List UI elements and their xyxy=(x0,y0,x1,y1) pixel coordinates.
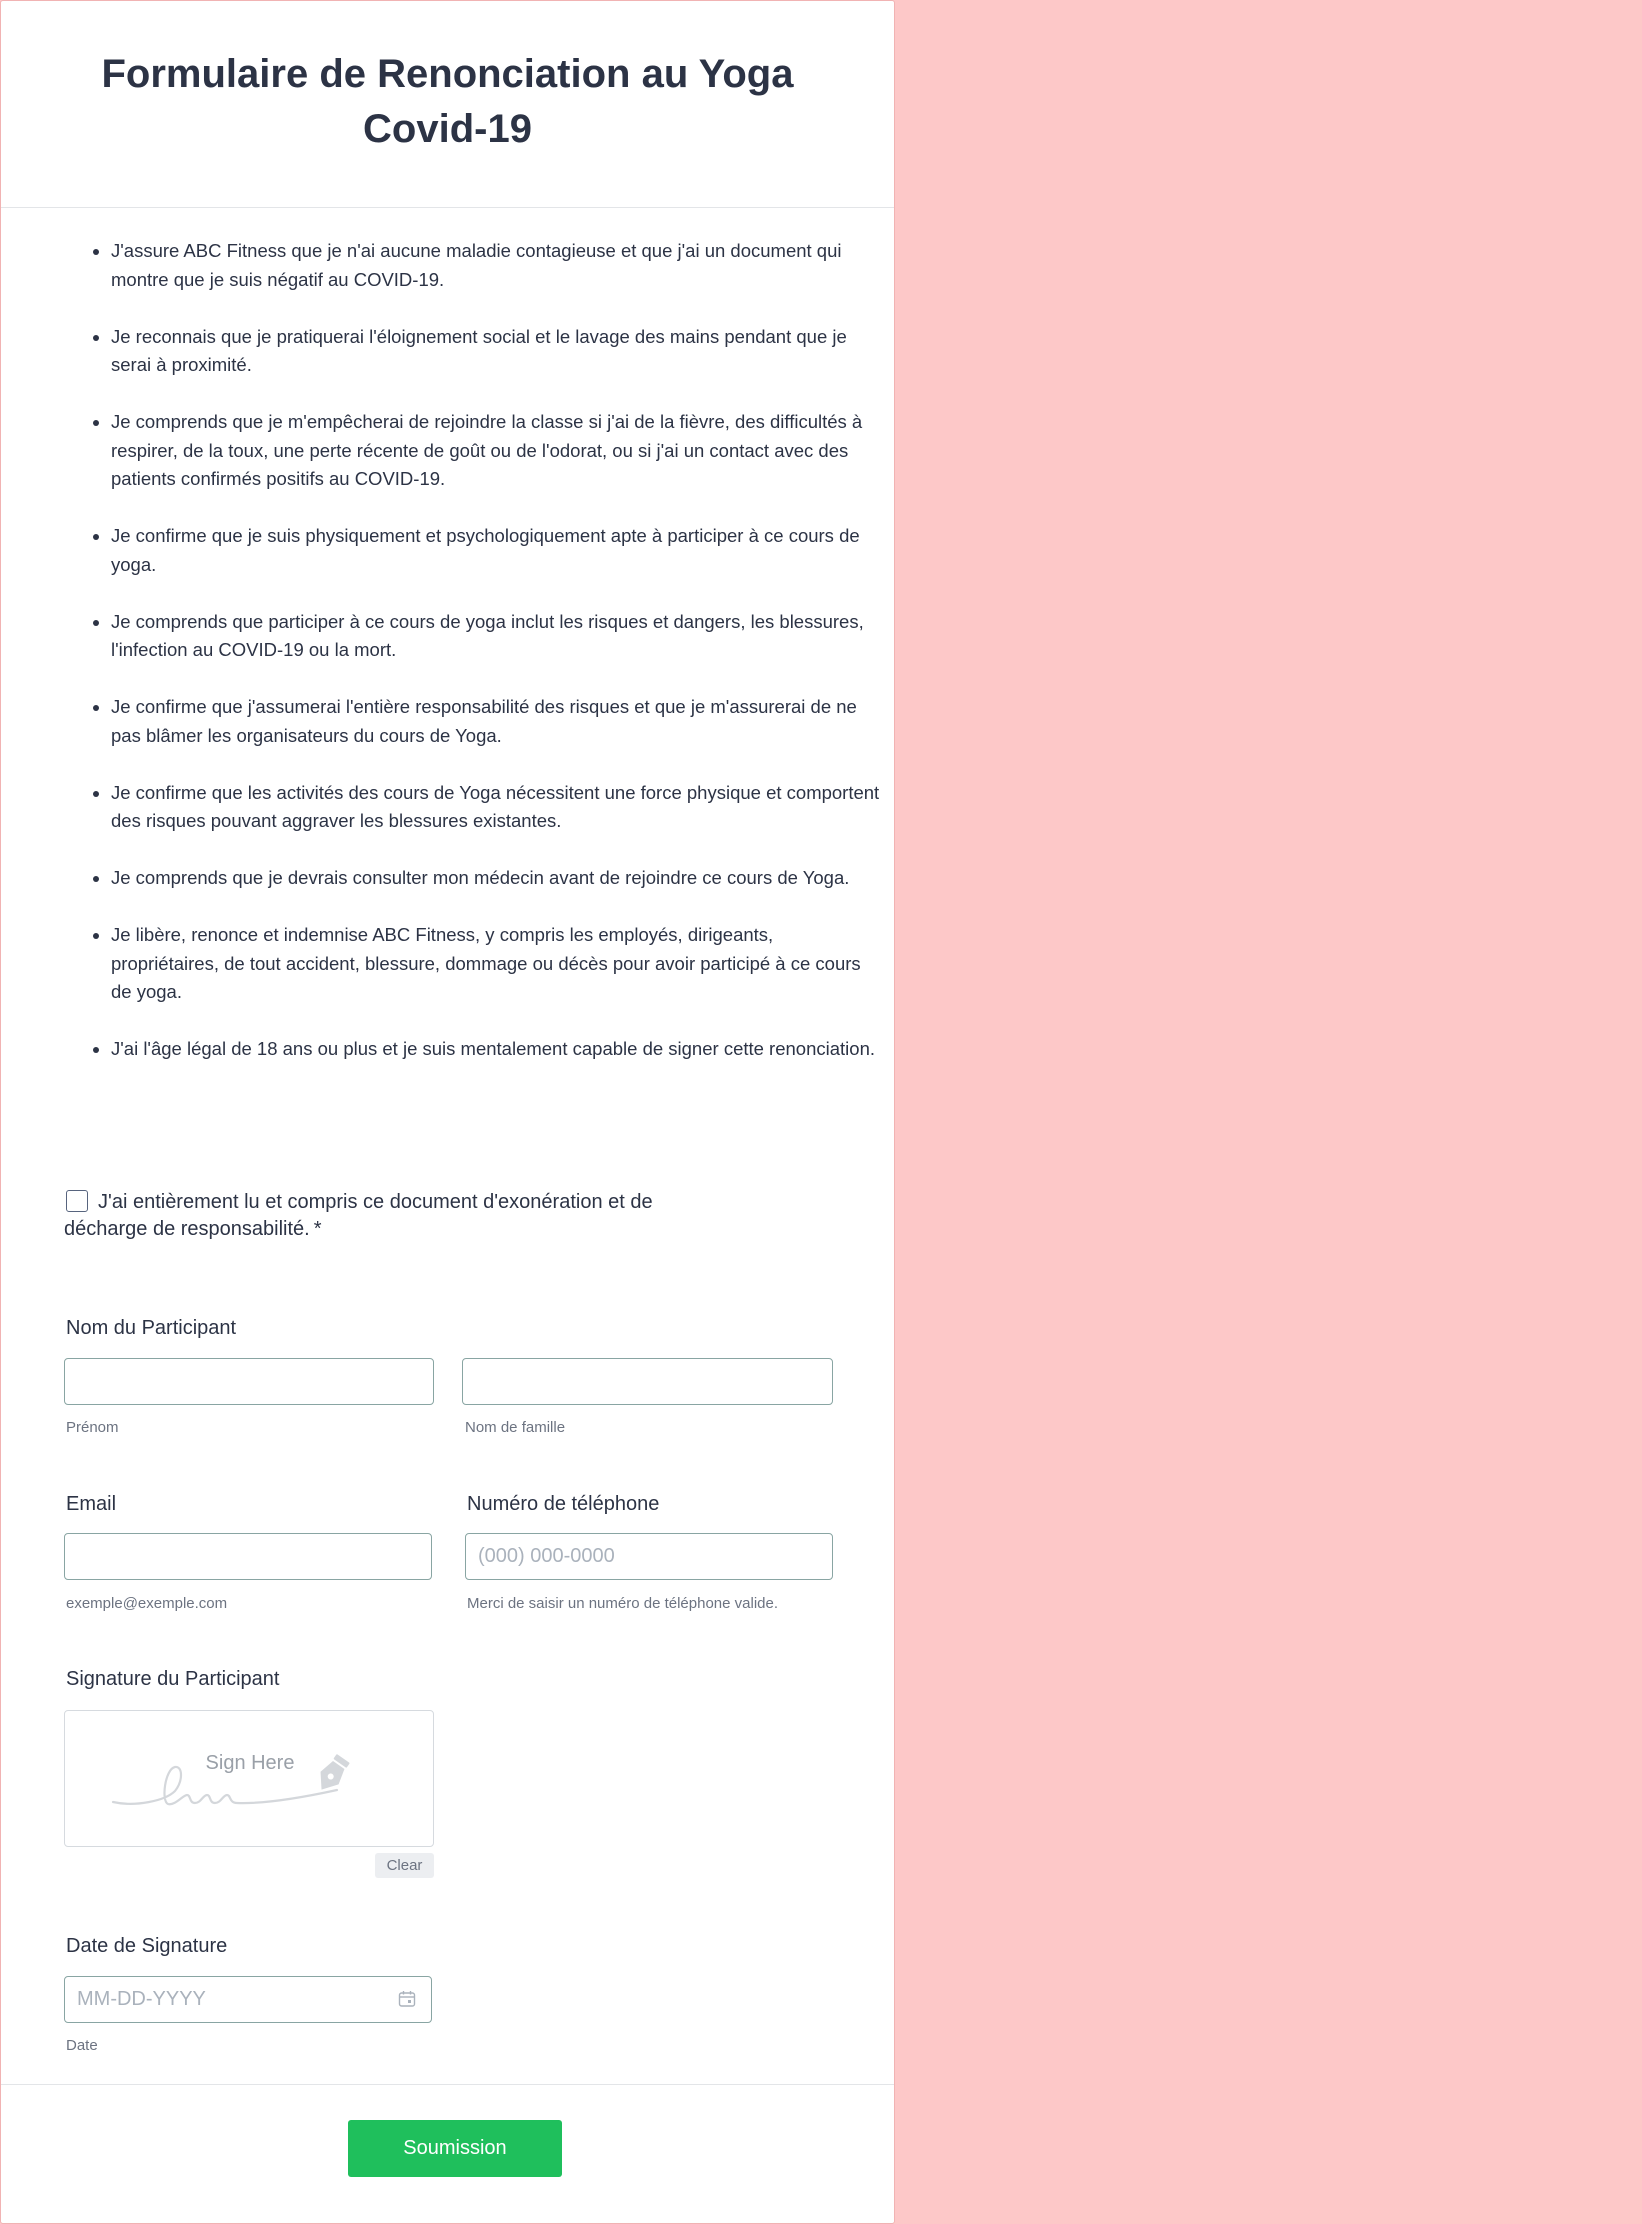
date-input[interactable] xyxy=(64,1976,432,2023)
phone-input[interactable] xyxy=(465,1533,833,1580)
waiver-item: • Je confirme que je suis physiquement et psychologiquement apte à participer à ce cours de yoga. xyxy=(111,522,881,579)
waiver-list xyxy=(69,237,881,1092)
waiver-item: • J'assure ABC Fitness que je n'ai aucune maladie contagieuse et que j'ai un document qui montre que je suis négatif au COVID-19. xyxy=(111,237,881,294)
agreement-label: J'ai entièrement lu et compris ce document d'exonération et de décharge de responsabilité. xyxy=(64,1191,653,1240)
submit-button[interactable]: Soumission xyxy=(348,2120,562,2177)
last-name-sublabel: Nom de famille xyxy=(465,1419,566,1436)
signature-clear-button[interactable]: Clear xyxy=(375,1853,434,1878)
signature-illustration xyxy=(65,1711,435,1848)
email-input[interactable] xyxy=(64,1533,432,1580)
signature-placeholder: Sign Here xyxy=(205,1752,295,1774)
footer-divider xyxy=(1,2084,894,2085)
first-name-sublabel: Prénom xyxy=(66,1419,119,1436)
participant-name-label: Nom du Participant xyxy=(66,1317,237,1339)
email-label: Email xyxy=(66,1493,117,1515)
calendar-icon[interactable] xyxy=(398,1990,416,2008)
agreement-checkbox[interactable] xyxy=(66,1190,88,1212)
waiver-item: • Je comprends que participer à ce cours de yoga inclut les risques et dangers, les blessures, l'infection au COVID-19 ou la mort. xyxy=(111,608,881,665)
email-sublabel: exemple@exemple.com xyxy=(66,1595,228,1612)
signature-date-label: Date de Signature xyxy=(66,1935,228,1957)
form-title: Formulaire de Renonciation au Yoga Covid-19 xyxy=(101,52,794,151)
waiver-item: • Je comprends que je m'empêcherai de rejoindre la classe si j'ai de la fièvre, des difficultés à respirer, de la toux, une perte récente de goût ou de l'odorat, ou si j'ai un contact avec des patients confirmés positifs au COVID-19. xyxy=(111,408,881,494)
signature-label: Signature du Participant xyxy=(66,1668,280,1690)
form-header xyxy=(1,1,894,208)
signature-pad[interactable] xyxy=(64,1710,434,1847)
pen-nib-icon xyxy=(313,1752,353,1796)
phone-label: Numéro de téléphone xyxy=(467,1493,660,1515)
last-name-input[interactable] xyxy=(462,1358,833,1405)
required-asterisk: * xyxy=(313,1218,322,1240)
waiver-item: • Je comprends que je devrais consulter mon médecin avant de rejoindre ce cours de Yoga. xyxy=(111,864,881,893)
first-name-input[interactable] xyxy=(64,1358,434,1405)
waiver-item: • J'ai l'âge légal de 18 ans ou plus et je suis mentalement capable de signer cette renonciation. xyxy=(111,1035,881,1064)
waiver-item: • Je reconnais que je pratiquerai l'éloignement social et le lavage des mains pendant que je serai à proximité. xyxy=(111,323,881,380)
waiver-item: • Je libère, renonce et indemnise ABC Fitness, y compris les employés, dirigeants, propriétaires, de tout accident, blessure, dommage ou décès pour avoir participé à ce cours de yoga. xyxy=(111,921,881,1007)
phone-sublabel: Merci de saisir un numéro de téléphone valide. xyxy=(467,1595,779,1612)
date-sublabel: Date xyxy=(66,2037,98,2054)
waiver-item: • Je confirme que j'assumerai l'entière responsabilité des risques et que je m'assurerai de ne pas blâmer les organisateurs du cours de Yoga. xyxy=(111,693,881,750)
waiver-item: • Je confirme que les activités des cours de Yoga nécessitent une force physique et comportent des risques pouvant aggraver les blessures existantes. xyxy=(111,779,881,836)
agreement-checkbox-row[interactable] xyxy=(64,1189,704,1243)
